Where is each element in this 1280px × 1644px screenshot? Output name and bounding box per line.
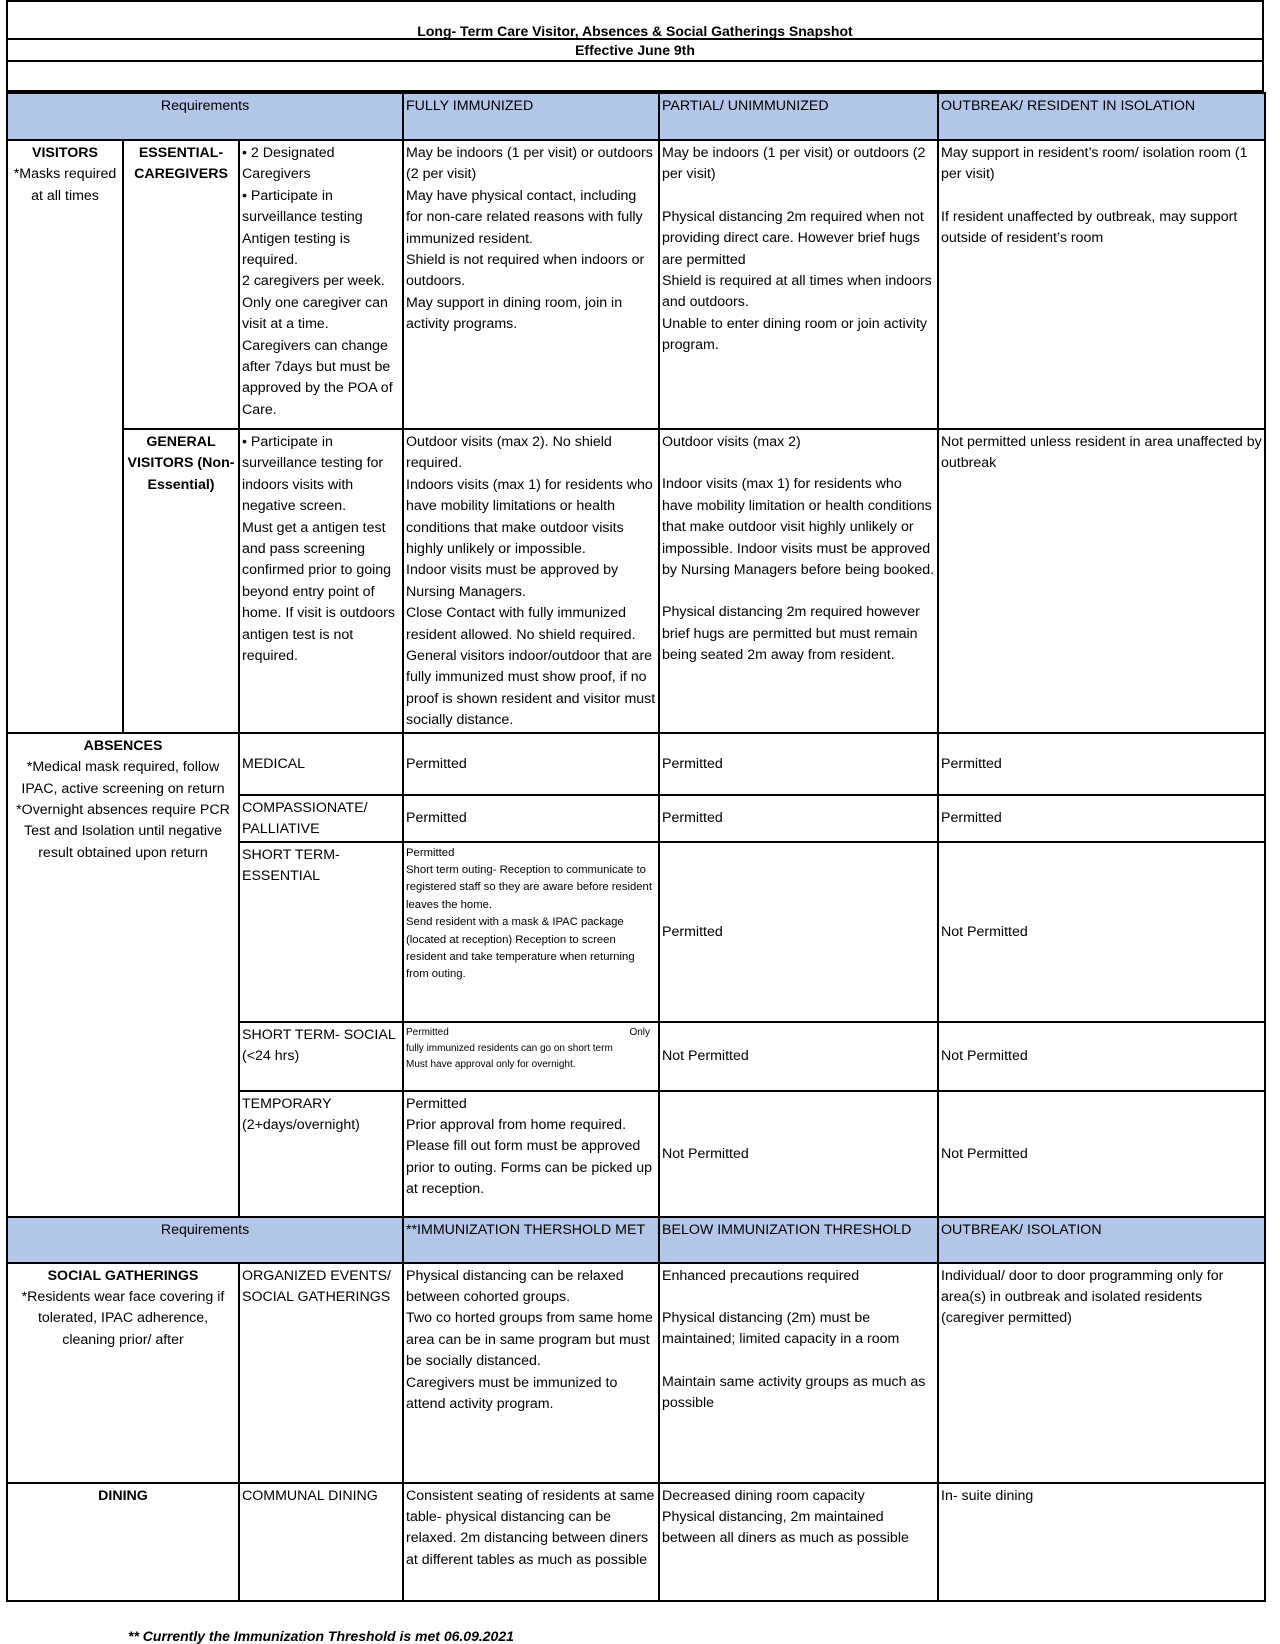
- general-partial-text-2: Indoor visits (max 1) for residents who have mobility limitation or health conditions that make outdoor visit highly unlikely or impossible. Indoor visits must be approved by Nursing Managers before being booked.: [662, 476, 935, 579]
- absences-label: ABSENCES: [83, 737, 163, 754]
- essential-fully-immunized: [403, 140, 659, 429]
- general-fully-immunized: Outdoor visits (max 2). No shield required. Indoors visits (max 1) for residents who have mobility limitations or health conditions that make outdoor visits highly unlikely or impossible. Indoor visits must be approved by Nursing Managers. Close Contact with fully immunized resident allowed. No shield required. General visitors indoor/outdoor that are fully immunized must show proof, if no proof is shown resident and visitor must socially distance.: [403, 429, 659, 733]
- dining-label: DINING: [7, 1483, 239, 1601]
- dining-met: Consistent seating of residents at same table- physical distancing can be relaxed. 2m distancing between diners at different tables as much as possible: [403, 1483, 659, 1601]
- essential-outbreak: [938, 140, 1265, 429]
- social-met: Physical distancing can be relaxed between cohorted groups. Two co horted groups from same home area can be in same program but must be socially distanced. Caregivers must be immunized to attend activity program.: [403, 1263, 659, 1483]
- column-partial-unimmunized: PARTIAL/ UNIMMUNIZED: [659, 93, 938, 140]
- social-note: *Residents wear face covering if tolerated, IPAC adherence, cleaning prior/ after: [21, 1288, 225, 1348]
- social-below-text-3: Maintain same activity groups as much as possible: [662, 1373, 926, 1412]
- social-below-text-2: Physical distancing (2m) must be maintained; limited capacity in a room: [662, 1309, 900, 1348]
- essential-partial-text-1: May be indoors (1 per visit) or outdoors (2 per visit): [662, 145, 926, 183]
- absence-type-compassionate: COMPASSIONATE/ PALLIATIVE: [239, 795, 403, 842]
- column-outbreak-isolation-2: OUTBREAK/ ISOLATION: [938, 1217, 1265, 1263]
- social-below: [659, 1263, 938, 1483]
- general-partial-text-1: Outdoor visits (max 2): [662, 434, 801, 450]
- general-partial-text-3: Physical distancing 2m required however brief hugs are permitted but must remain being seated 2m away from resident.: [662, 604, 920, 664]
- absence-type-short-essential: SHORT TERM- ESSENTIAL: [239, 842, 403, 1022]
- dining-type: COMMUNAL DINING: [239, 1483, 403, 1601]
- short-essential-fully: Permitted Short term outing- Reception to communicate to registered staff so they are aware before resident leaves the home. Send resident with a mask & IPAC package (located at reception) Reception to screen resident and take temperature when returning from outing.: [403, 842, 659, 1022]
- short-social-fully-only: Only: [629, 1026, 651, 1038]
- temporary-outbreak: Not Permitted: [938, 1091, 1265, 1217]
- essential-requirements: • 2 Designated Caregivers • Participate in surveillance testing Antigen testing is required. 2 caregivers per week. Only one caregiver can visit at a time. Caregivers can change after 7days but must be approved by the POA of Care.: [239, 140, 403, 429]
- essential-caregivers-label: ESSENTIAL- CAREGIVERS: [123, 140, 239, 429]
- column-outbreak-isolation: OUTBREAK/ RESIDENT IN ISOLATION: [938, 93, 1265, 140]
- absence-type-medical: MEDICAL: [239, 733, 403, 795]
- compassionate-fully: Permitted: [403, 795, 659, 842]
- row-absence-medical: [7, 733, 1265, 795]
- effective-date: Effective June 9th: [6, 40, 1264, 62]
- social-category: [7, 1263, 239, 1483]
- general-outbreak: Not permitted unless resident in area unaffected by outbreak: [938, 429, 1265, 733]
- footnote: ** Currently the Immunization Threshold is met 06.09.2021: [128, 1628, 514, 1644]
- social-outbreak: Individual/ door to door programming only for area(s) in outbreak and isolated residents (caregiver permitted): [938, 1263, 1265, 1483]
- requirements-header: Requirements: [7, 93, 403, 140]
- red-period-mark: .: [529, 230, 533, 247]
- visitors-category: [7, 140, 123, 733]
- temporary-fully: Permitted Prior approval from home required. Please fill out form must be approved prior to outing. Forms can be picked up at reception.: [403, 1091, 659, 1217]
- social-label: SOCIAL GATHERINGS: [47, 1267, 199, 1284]
- snapshot-sheet: [6, 0, 1264, 1602]
- dining-below: Decreased dining room capacity Physical distancing, 2m maintained between all diners as much as possible: [659, 1483, 938, 1601]
- row-essential-caregivers: [7, 140, 1265, 429]
- general-visitors-label: GENERAL VISITORS (Non-Essential): [123, 429, 239, 733]
- absence-type-temporary: TEMPORARY (2+days/overnight): [239, 1091, 403, 1217]
- medical-fully: Permitted: [403, 733, 659, 795]
- dining-outbreak: In- suite dining: [938, 1483, 1265, 1601]
- absence-type-short-social: SHORT TERM- SOCIAL (<24 hrs): [239, 1022, 403, 1091]
- short-social-partial: Not Permitted: [659, 1022, 938, 1091]
- short-social-outbreak: Not Permitted: [938, 1022, 1265, 1091]
- medical-partial: Permitted: [659, 733, 938, 795]
- row-general-visitors: [7, 429, 1265, 733]
- header-band-visitors: [7, 93, 1265, 140]
- essential-fully-text-2: Shield is not required when indoors or outdoors. May support in dining room, join in activity programs.: [406, 252, 645, 333]
- short-social-fully-detail: fully immunized residents can go on short term Must have approval only for overnight.: [406, 1042, 613, 1070]
- document-title: Long- Term Care Visitor, Absences & Social Gatherings Snapshot: [6, 0, 1264, 40]
- spacer-row: [6, 62, 1264, 92]
- social-type: ORGANIZED EVENTS/ SOCIAL GATHERINGS: [239, 1263, 403, 1483]
- essential-outbreak-text-2: If resident unaffected by outbreak, may support outside of resident’s room: [941, 208, 1238, 247]
- column-threshold-met: **IMMUNIZATION THERSHOLD MET: [403, 1217, 659, 1263]
- compassionate-partial: Permitted: [659, 795, 938, 842]
- essential-fully-text-1: May be indoors (1 per visit) or outdoors (2 per visit) May have physical contact, including for non-care related reasons with fully immunized resident: [406, 145, 653, 247]
- row-social-gatherings: [7, 1263, 1265, 1483]
- short-social-fully-permitted: Permitted: [406, 1026, 449, 1038]
- header-band-social: [7, 1217, 1265, 1263]
- requirements-header-2: Requirements: [7, 1217, 403, 1263]
- absences-note: *Medical mask required, follow IPAC, active screening on return *Overnight absences require PCR Test and Isolation until negative result obtained upon return: [16, 759, 230, 861]
- social-below-text-1: Enhanced precautions required: [662, 1267, 860, 1284]
- visitors-note: *Masks required at all times: [13, 166, 117, 204]
- short-essential-outbreak: Not Permitted: [938, 842, 1265, 1022]
- row-dining: [7, 1483, 1265, 1601]
- short-social-fully: [403, 1022, 659, 1091]
- general-partial: [659, 429, 938, 733]
- essential-partial: [659, 140, 938, 429]
- temporary-partial: Not Permitted: [659, 1091, 938, 1217]
- absences-category: [7, 733, 239, 1217]
- essential-partial-text-2: Physical distancing 2m required when not providing direct care. However brief hugs are permitted Shield is required at all times when indoors and outdoors. Unable to enter dining room or join activity program.: [662, 208, 932, 354]
- policy-table: [6, 92, 1266, 1602]
- visitors-label: VISITORS: [32, 145, 98, 161]
- compassionate-outbreak: Permitted: [938, 795, 1265, 842]
- short-essential-partial: Permitted: [659, 842, 938, 1022]
- essential-outbreak-text-1: May support in resident’s room/ isolation room (1 per visit): [941, 145, 1248, 183]
- column-below-threshold: BELOW IMMUNIZATION THRESHOLD: [659, 1217, 938, 1263]
- medical-outbreak: Permitted: [938, 733, 1265, 795]
- general-requirements: • Participate in surveillance testing for indoors visits with negative screen. Must get a antigen test and pass screening confirmed prior to going beyond entry point of home. If visit is outdoors antigen test is not required.: [239, 429, 403, 733]
- column-fully-immunized: FULLY IMMUNIZED: [403, 93, 659, 140]
